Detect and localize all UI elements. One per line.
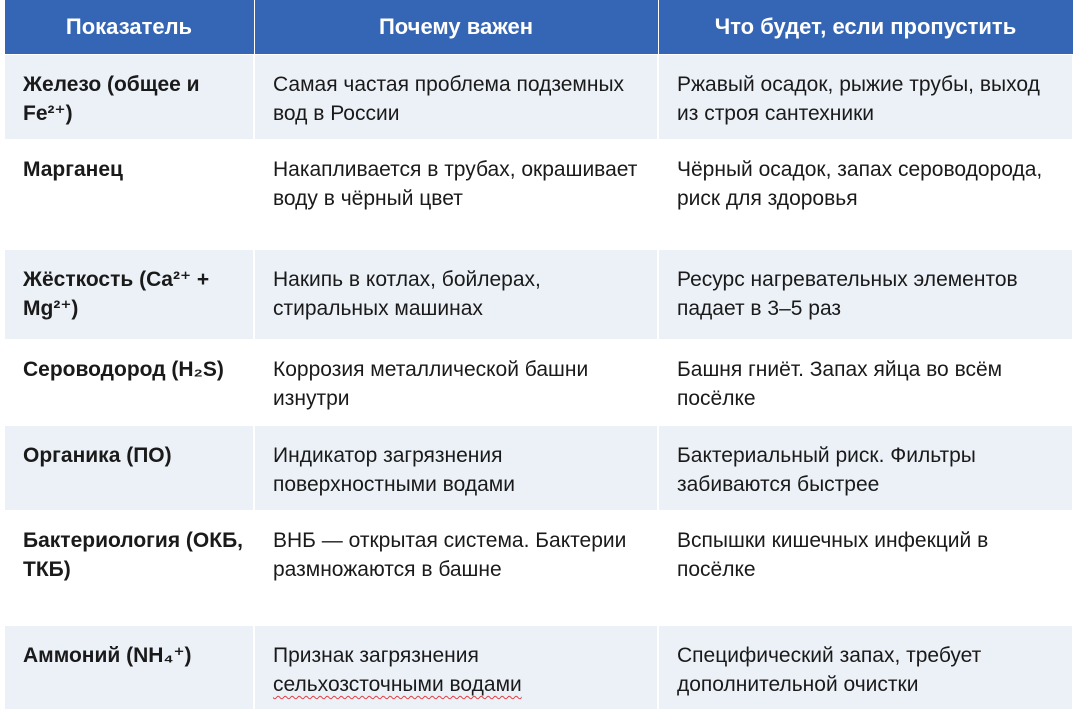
consequence-cell: Ржавый осадок, рыжие трубы, выход из строя сантехники (658, 55, 1073, 140)
table-header-row (4, 0, 1073, 55)
why-cell: Накапливается в трубах, окрашивает воду в чёрный цвет (254, 140, 658, 250)
why-cell: Самая частая проблема подземных вод в России (254, 55, 658, 140)
table-row (4, 55, 1073, 140)
why-text-part1: Признак загрязнения (273, 644, 479, 667)
table-row (4, 511, 1073, 626)
table-row (4, 626, 1073, 710)
why-cell (254, 626, 658, 710)
consequence-cell: Ресурс нагревательных элементов падает в 3–5 раз (658, 250, 1073, 340)
header-indicator: Показатель (4, 0, 254, 55)
table-row (4, 140, 1073, 250)
indicator-cell: Сероводород (H₂S) (4, 340, 254, 426)
why-cell: Индикатор загрязнения поверхностными водами (254, 426, 658, 511)
water-indicators-table (3, 0, 1074, 709)
why-cell: Накипь в котлах, бойлерах, стиральных машинах (254, 250, 658, 340)
table-row (4, 426, 1073, 511)
table-row (4, 250, 1073, 340)
consequence-cell: Бактериальный риск. Фильтры забиваются быстрее (658, 426, 1073, 511)
indicator-cell: Жёсткость (Ca²⁺ + Mg²⁺) (4, 250, 254, 340)
indicator-cell: Органика (ПО) (4, 426, 254, 511)
indicator-cell: Бактериология (ОКБ, ТКБ) (4, 511, 254, 626)
indicator-cell: Марганец (4, 140, 254, 250)
indicator-cell: Железо (общее и Fe²⁺) (4, 55, 254, 140)
consequence-cell: Вспышки кишечных инфекций в посёлке (658, 511, 1073, 626)
consequence-cell: Специфический запах, требует дополнительной очистки (658, 626, 1073, 710)
consequence-cell: Чёрный осадок, запах сероводорода, риск для здоровья (658, 140, 1073, 250)
table-row (4, 340, 1073, 426)
why-cell: ВНБ — открытая система. Бактерии размножаются в башне (254, 511, 658, 626)
indicator-cell: Аммоний (NH₄⁺) (4, 626, 254, 710)
header-why-important: Почему важен (254, 0, 658, 55)
header-consequence: Что будет, если пропустить (658, 0, 1073, 55)
why-cell: Коррозия металлической башни изнутри (254, 340, 658, 426)
spellcheck-flagged-text: сельхозсточными водами (273, 673, 522, 696)
consequence-cell: Башня гниёт. Запах яйца во всём посёлке (658, 340, 1073, 426)
